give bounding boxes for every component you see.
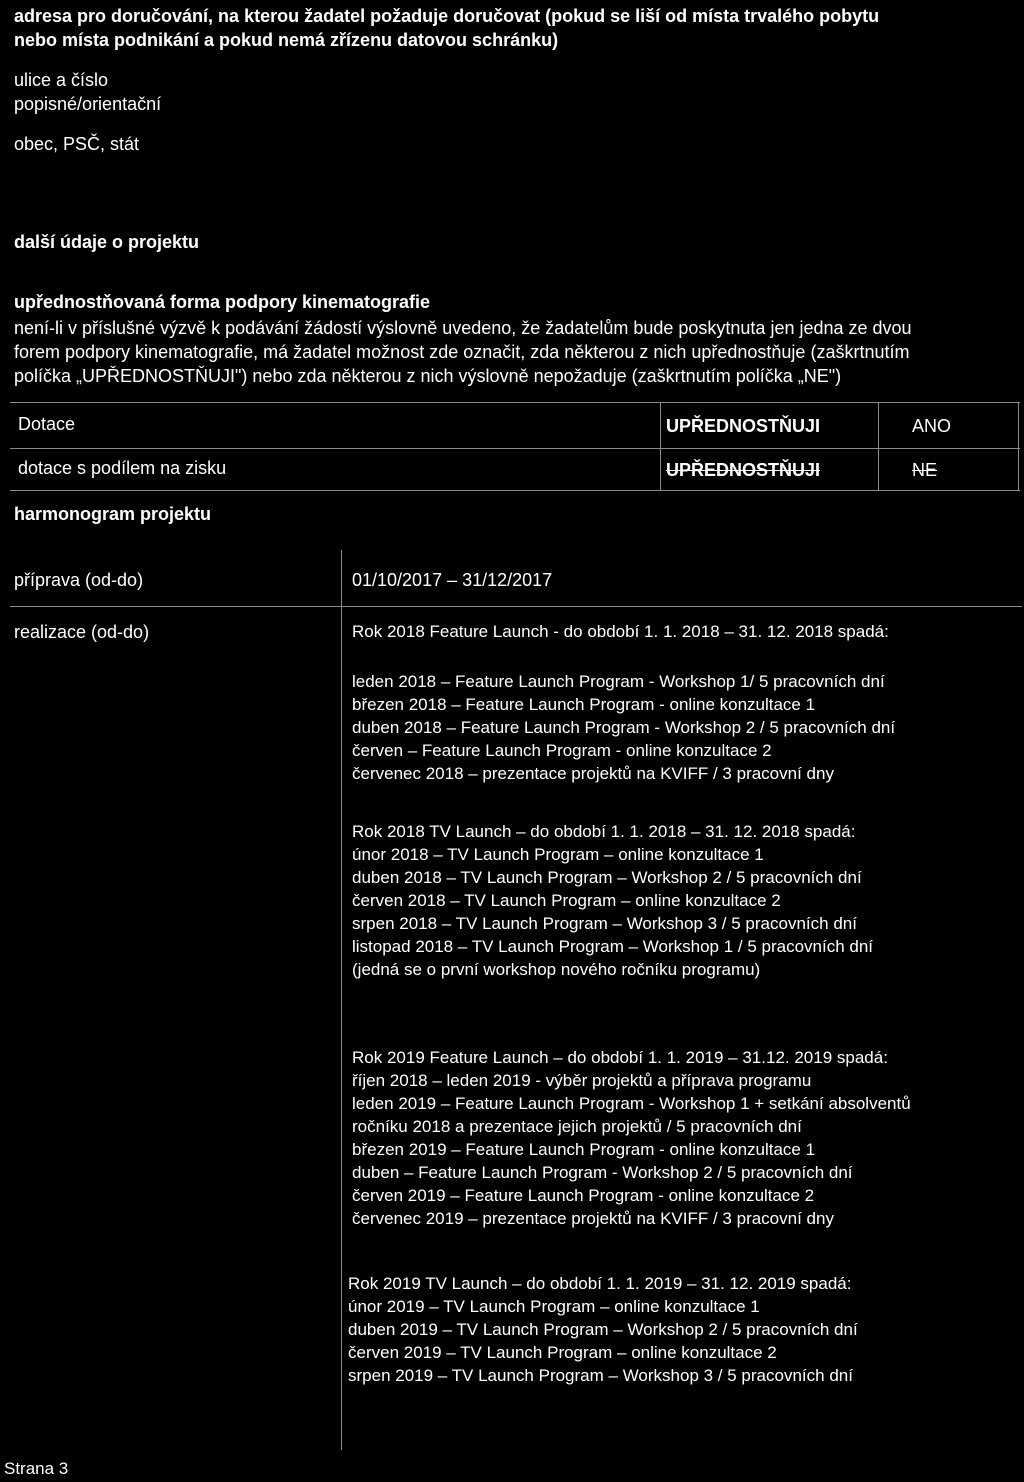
- schedule-col-divider: [341, 550, 342, 1450]
- realization-block-2019-feature: Rok 2019 Feature Launch – do období 1. 1. 2019 – 31.12. 2019 spadá: říjen 2018 – leden 2019 - výběr projektů a příprava programu leden 2019 – Feature Launch Program - Workshop 1 + setkání absolventů ročníku 2018 a prezentace jejich projektů / 5 pracovních dní březen 2019 – Feature Launch Program - online konzultace 1 duben – Feature Launch Program - Workshop 2 / 5 pracovních dní červen 2019 – Feature Launch Program - online konzultace 2 červenec 2019 – prezentace projektů na KVIFF / 3 pracovní dny: [352, 1048, 911, 1228]
- project-section-heading: další údaje o projektu: [14, 232, 200, 252]
- support-row-dotace-prefer-checkbox[interactable]: UPŘEDNOSTŇUJI: [666, 416, 821, 436]
- realization-block-2018-tv: Rok 2018 TV Launch – do období 1. 1. 2018 – 31. 12. 2018 spadá: únor 2018 – TV Launch Program – online konzultace 1 duben 2018 – TV Launch Program – Workshop 2 / 5 pracovních dní červen 2018 – TV Launch Program – online konzultace 2 srpen 2018 – TV Launch Program – Workshop 3 / 5 pracovních dní listopad 2018 – TV Launch Program – Workshop 1 / 5 pracovních dní (jedná se o první workshop nového ročníku programu): [352, 822, 874, 979]
- realization-block-2018-feature-heading: Rok 2018 Feature Launch - do období 1. 1. 2018 – 31. 12. 2018 spadá:: [352, 622, 889, 641]
- schedule-heading: harmonogram projektu: [14, 504, 212, 524]
- prep-value: 01/10/2017 – 31/12/2017: [352, 570, 553, 590]
- page-number: Strana 3: [4, 1459, 69, 1478]
- support-table-right-border: [1018, 402, 1019, 490]
- address-heading: adresa pro doručování, na kterou žadatel požaduje doručovat (pokud se liší od místa trvalého pobytu nebo místa podnikání a pokud nemá zřízenu datovou schránku): [14, 6, 880, 50]
- support-table-top-border: [10, 402, 1020, 403]
- support-form-heading: upřednostňovaná forma podpory kinematografie: [14, 292, 431, 312]
- support-table-bottom-border: [10, 490, 1020, 491]
- support-row-profit-prefer-checkbox[interactable]: UPŘEDNOSTŇUJI: [666, 460, 821, 480]
- support-row-profit-label: dotace s podílem na zisku: [18, 458, 227, 478]
- support-row-profit-choice-checkbox[interactable]: NE: [912, 460, 938, 480]
- realization-block-2018-feature: leden 2018 – Feature Launch Program - Workshop 1/ 5 pracovních dní březen 2018 – Feature Launch Program - online konzultace 1 duben 2018 – Feature Launch Program - Workshop 2 / 5 pracovních dní červen – Feature Launch Program - online konzultace 2 červenec 2018 – prezentace projektů na KVIFF / 3 pracovní dny: [352, 672, 896, 783]
- city-label: obec, PSČ, stát: [14, 134, 140, 154]
- prep-label: příprava (od-do): [14, 570, 144, 590]
- support-row-dotace-choice-checkbox[interactable]: ANO: [912, 416, 952, 436]
- support-table-col-divider-1: [660, 402, 661, 490]
- support-row-dotace-label: Dotace: [18, 414, 76, 434]
- support-table-row-divider: [10, 448, 1020, 449]
- realization-label: realizace (od-do): [14, 622, 150, 642]
- support-table-col-divider-2: [878, 402, 879, 490]
- realization-block-2019-tv: Rok 2019 TV Launch – do období 1. 1. 2019 – 31. 12. 2019 spadá: únor 2019 – TV Launch Program – online konzultace 1 duben 2019 – TV Launch Program – Workshop 2 / 5 pracovních dní červen 2019 – TV Launch Program – online konzultace 2 srpen 2019 – TV Launch Program – Workshop 3 / 5 pracovních dní: [348, 1274, 858, 1385]
- schedule-row-divider: [10, 606, 1022, 607]
- street-label: ulice a číslo popisné/orientační: [14, 70, 162, 114]
- support-form-description: není-li v příslušné výzvě k podávání žádostí výslovně uvedeno, že žadatelům bude poskytnuta jen jedna ze dvou forem podpory kinematografie, má žadatel možnost zde označit, zda některou z nich upřednostňuje (zaškrtnutím políčka „UPŘEDNOSTŇUJI") nebo zda některou z nich výslovně nepožaduje (zaškrtnutím políčka „NE"): [14, 318, 912, 386]
